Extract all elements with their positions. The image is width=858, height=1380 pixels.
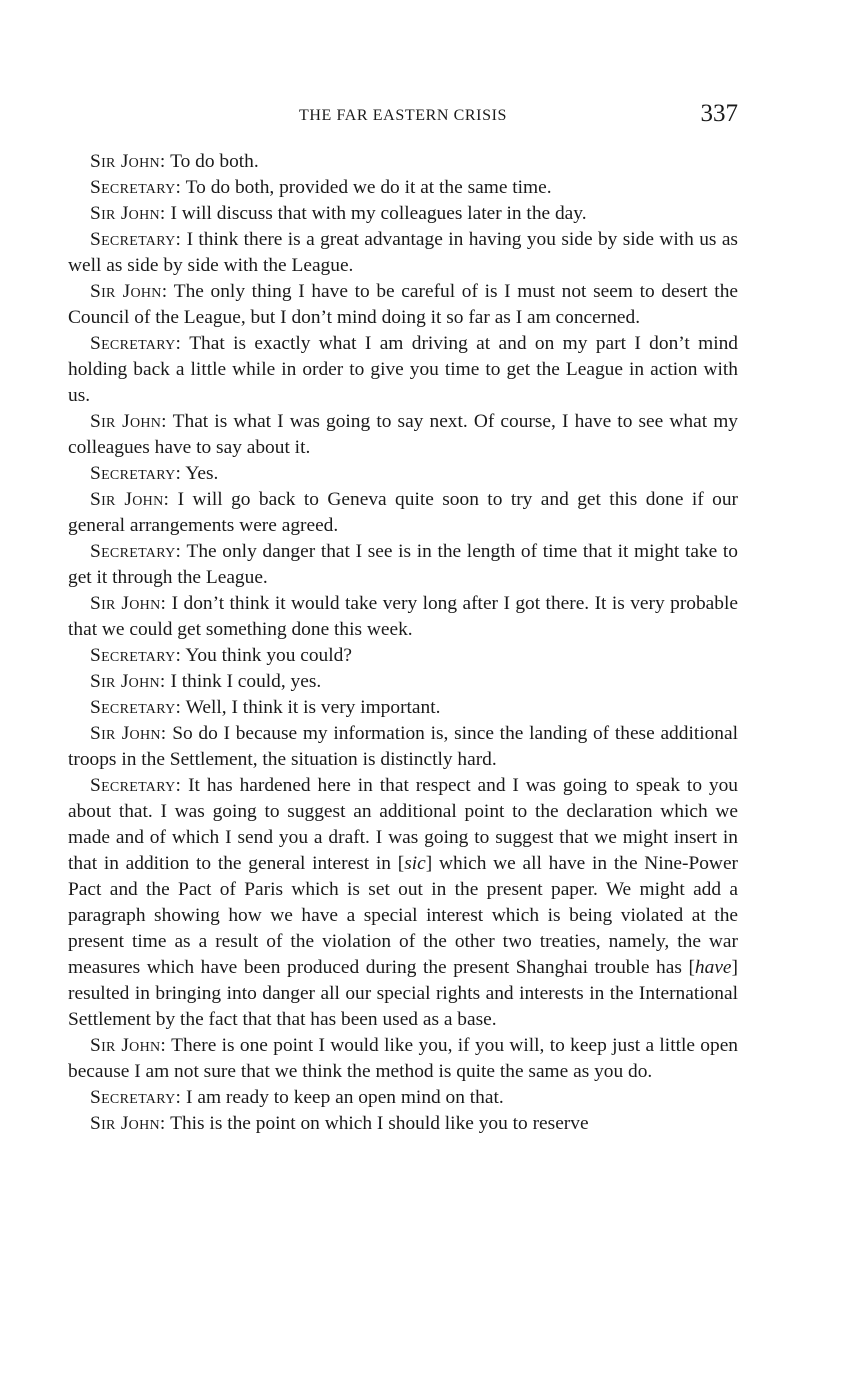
speaker-name: Sir John: — [90, 723, 167, 744]
dialogue-paragraph — [68, 591, 738, 643]
editorial-sic: sic — [404, 853, 426, 874]
speaker-name: Sir John: — [90, 411, 167, 432]
speaker-name: Sir John: — [90, 1035, 167, 1056]
dialogue-paragraph — [68, 149, 738, 175]
dialogue-paragraph — [68, 279, 738, 331]
page-number: 337 — [700, 100, 738, 127]
speaker-name: Sir John: — [90, 203, 166, 224]
speaker-name: Secretary: — [90, 1087, 182, 1108]
dialogue-paragraph — [68, 1033, 738, 1085]
speech-text: I think I could, yes. — [170, 671, 322, 692]
speech-text: There is one point I would like you, if you will, to keep just a little open because I am not sure that we think the method is quite the same as you do. — [68, 1035, 738, 1082]
speech-text: The only thing I have to be careful of is I must not seem to desert the Council of the League, but I don’t mind doing it so far as I am concerned. — [68, 281, 738, 328]
dialogue-paragraph — [68, 461, 738, 487]
speech-text: You think you could? — [185, 645, 352, 666]
running-title: THE FAR EASTERN CRISIS — [298, 107, 508, 124]
dialogue-paragraph — [68, 201, 738, 227]
speaker-name: Secretary: — [90, 645, 182, 666]
speech-text: To do both, provided we do it at the same time. — [185, 177, 552, 198]
dialogue-paragraph — [68, 1111, 738, 1137]
speaker-name: Secretary: — [90, 229, 182, 250]
editorial-correction: have — [694, 957, 732, 978]
dialogue-paragraph — [68, 773, 738, 1033]
running-head — [68, 100, 738, 134]
speech-text: So do I because my information is, since the landing of these additional troops in the Settlement, the situation is distinctly hard. — [68, 723, 738, 770]
dialogue-paragraph — [68, 487, 738, 539]
dialogue-paragraph — [68, 227, 738, 279]
speaker-name: Sir John: — [90, 671, 166, 692]
speaker-name: Secretary: — [90, 177, 182, 198]
dialogue-paragraph — [68, 409, 738, 461]
dialogue-paragraph — [68, 695, 738, 721]
speaker-name: Secretary: — [90, 775, 182, 796]
speech-text: I will go back to Geneva quite soon to try and get this done if our general arrangements were agreed. — [68, 489, 738, 536]
speech-text: To do both. — [170, 151, 259, 172]
speaker-name: Sir John: — [90, 1113, 166, 1134]
speaker-name: Sir John: — [90, 593, 167, 614]
speech-text: The only danger that I see is in the length of time that it might take to get it through the League. — [68, 541, 738, 588]
speech-text: I don’t think it would take very long after I got there. It is very probable that we could get something done this week. — [68, 593, 738, 640]
dialogue-paragraph — [68, 1085, 738, 1111]
speaker-name: Sir John: — [90, 489, 170, 510]
speech-text-part: ] which we all have in the Nine-Power Pact and the Pact of Paris which is set out in the present paper. We might add a paragraph showing how we have a special interest which is being violated at the present time as a result of the violation of the other two treaties, namely, the war measures which have been produced during the present Shanghai trouble has [ — [68, 853, 739, 978]
speech-text: This is the point on which I should like you to reserve — [170, 1113, 589, 1134]
speech-text-part: ] resulted in bringing into danger all our special rights and interests in the International Settlement by the fact that that has been used as a base. — [68, 957, 738, 1030]
speech-text — [68, 775, 738, 1030]
speech-text: Well, I think it is very important. — [185, 697, 441, 718]
dialogue-paragraph — [68, 175, 738, 201]
speaker-name: Secretary: — [90, 541, 182, 562]
dialogue-paragraph — [68, 539, 738, 591]
speech-text: I am ready to keep an open mind on that. — [186, 1087, 504, 1108]
speaker-name: Secretary: — [90, 697, 182, 718]
speech-text-part: It has hardened here in that respect and I was going to speak to you about that. I was going to suggest an additional point to the declaration which we made and of which I send you a draft. I was going to suggest that we might insert in that in addition to the general interest in [ — [68, 775, 738, 874]
speaker-name: Sir John: — [90, 151, 166, 172]
dialogue-paragraph — [68, 669, 738, 695]
speech-text: That is exactly what I am driving at and on my part I don’t mind holding back a little while in order to give you time to get the League in action with us. — [68, 333, 739, 406]
speaker-name: Secretary: — [90, 463, 182, 484]
dialogue-paragraph — [68, 331, 738, 409]
dialogue-transcript — [68, 149, 738, 1137]
dialogue-paragraph — [68, 721, 738, 773]
dialogue-paragraph — [68, 643, 738, 669]
speech-text: I will discuss that with my colleagues later in the day. — [170, 203, 587, 224]
speaker-name: Sir John: — [90, 281, 168, 302]
speech-text: That is what I was going to say next. Of course, I have to see what my colleagues have to say about it. — [68, 411, 738, 458]
speaker-name: Secretary: — [90, 333, 182, 354]
speech-text: Yes. — [185, 463, 219, 484]
speech-text: I think there is a great advantage in having you side by side with us as well as side by side with the League. — [68, 229, 738, 276]
